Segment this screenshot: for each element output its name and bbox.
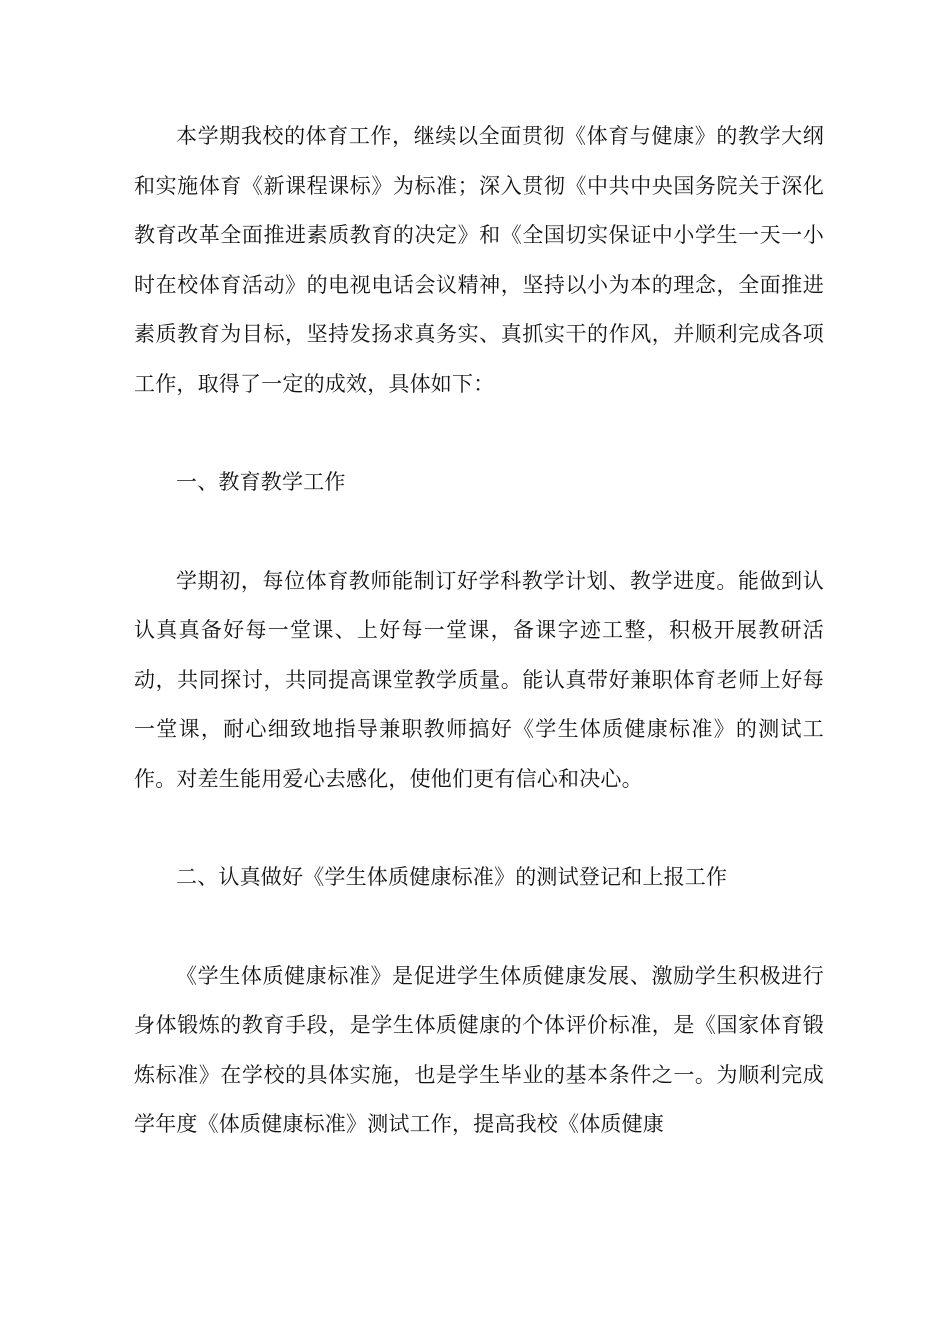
health-standard-paragraph: 《学生体质健康标准》是促进学生体质健康发展、激励学生积极进行身体锻炼的教育手段，是学生体质健康的个体评价标准，是《国家体育锻炼标准》在学校的具体实施，也是学生毕业的基本条件之一。为顺利完成学年度《体质健康标准》测试工作，提高我校《体质健康 (134, 963, 824, 1136)
document-page (134, 112, 824, 1150)
intro-paragraph: 本学期我校的体育工作，继续以全面贯彻《体育与健康》的教学大纲和实施体育《新课程课标》为标准；深入贯彻《中共中央国务院关于深化教育改革全面推进素质教育的决定》和《全国切实保证中小学生一天一小时在校体育活动》的电视电话会议精神，坚持以小为本的理念，全面推进素质教育为目标，坚持发扬求真务实、真抓实干的作风，并顺利完成各项工作，取得了一定的成效，具体如下： (134, 124, 824, 396)
teaching-paragraph: 学期初，每位体育教师能制订好学科教学计划、教学进度。能做到认认真真备好每一堂课、上好每一堂课，备课字迹工整，积极开展教研活动，共同探讨，共同提高课堂教学质量。能认真带好兼职体育老师上好每一堂课，耐心细致地指导兼职教师搞好《学生体质健康标准》的测试工作。对差生能用爱心去感化，使他们更有信心和决心。 (134, 568, 824, 791)
section-heading-teaching: 一、教育教学工作 (176, 470, 346, 494)
paragraph-spacer (134, 409, 824, 458)
section-heading-health-standard: 二、认真做好《学生体质健康标准》的测试登记和上报工作 (176, 865, 728, 889)
paragraph-spacer (134, 508, 824, 557)
paragraph-spacer (134, 804, 824, 853)
paragraph-spacer (134, 903, 824, 952)
